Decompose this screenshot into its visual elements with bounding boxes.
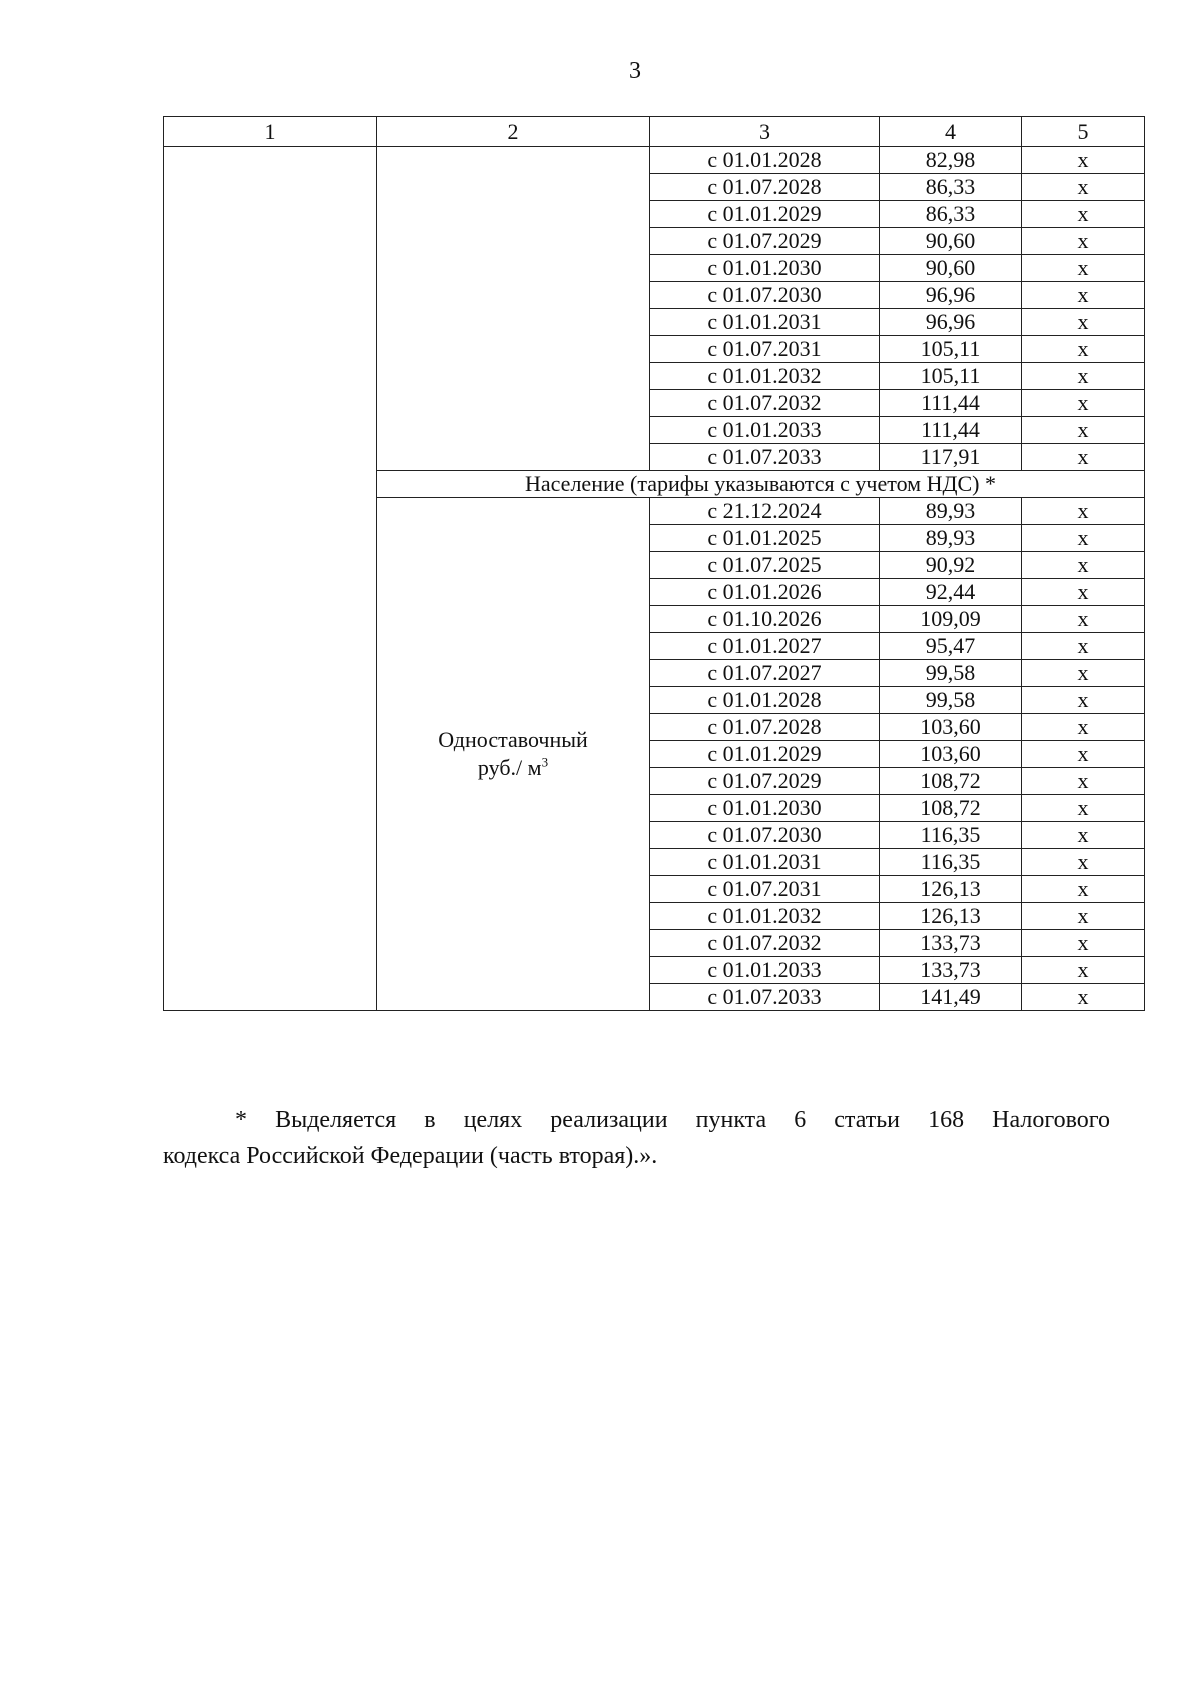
value-cell: 86,33: [880, 174, 1022, 201]
column-number-3: 3: [650, 117, 880, 147]
mark-cell: х: [1022, 714, 1145, 741]
column-number-1: 1: [164, 117, 377, 147]
mark-cell: х: [1022, 228, 1145, 255]
value-cell: 126,13: [880, 903, 1022, 930]
mark-cell: х: [1022, 633, 1145, 660]
mark-cell: х: [1022, 336, 1145, 363]
mark-cell: х: [1022, 957, 1145, 984]
date-cell: с 01.01.2030: [650, 255, 880, 282]
value-cell: 109,09: [880, 606, 1022, 633]
category-cell: [164, 147, 377, 1011]
value-cell: 116,35: [880, 822, 1022, 849]
table-header-row: [164, 117, 1145, 147]
column-number-5: 5: [1022, 117, 1145, 147]
unit-text: руб./ м: [477, 755, 542, 780]
value-cell: 141,49: [880, 984, 1022, 1011]
tariff-unit: [377, 754, 649, 782]
page-number: 3: [629, 58, 641, 84]
date-cell: с 21.12.2024: [650, 498, 880, 525]
footnote-line-2: кодекса Российской Федерации (часть вторая).».: [163, 1143, 658, 1169]
column-number-2: 2: [377, 117, 650, 147]
footnote-line-1: * Выделяется в целях реализации пункта 6 статьи 168 Налогового: [235, 1107, 1110, 1133]
value-cell: 96,96: [880, 282, 1022, 309]
value-cell: 95,47: [880, 633, 1022, 660]
date-cell: с 01.07.2031: [650, 876, 880, 903]
date-cell: с 01.07.2025: [650, 552, 880, 579]
date-cell: с 01.07.2032: [650, 930, 880, 957]
value-cell: 90,60: [880, 228, 1022, 255]
table-row: [164, 147, 1145, 174]
date-cell: с 01.01.2031: [650, 309, 880, 336]
date-cell: с 01.07.2030: [650, 282, 880, 309]
value-cell: 108,72: [880, 768, 1022, 795]
date-cell: с 01.01.2028: [650, 147, 880, 174]
tariff-type-cell: [377, 147, 650, 471]
date-cell: с 01.07.2032: [650, 390, 880, 417]
date-cell: с 01.01.2025: [650, 525, 880, 552]
mark-cell: х: [1022, 255, 1145, 282]
date-cell: с 01.01.2033: [650, 417, 880, 444]
mark-cell: х: [1022, 498, 1145, 525]
mark-cell: х: [1022, 822, 1145, 849]
value-cell: 86,33: [880, 201, 1022, 228]
mark-cell: х: [1022, 390, 1145, 417]
date-cell: с 01.01.2031: [650, 849, 880, 876]
mark-cell: х: [1022, 849, 1145, 876]
value-cell: 90,92: [880, 552, 1022, 579]
footnote: [163, 1102, 1110, 1174]
mark-cell: х: [1022, 201, 1145, 228]
column-number-4: 4: [880, 117, 1022, 147]
value-cell: 133,73: [880, 930, 1022, 957]
value-cell: 105,11: [880, 363, 1022, 390]
date-cell: с 01.01.2029: [650, 741, 880, 768]
date-cell: с 01.01.2032: [650, 363, 880, 390]
value-cell: 103,60: [880, 741, 1022, 768]
mark-cell: х: [1022, 984, 1145, 1011]
mark-cell: х: [1022, 741, 1145, 768]
mark-cell: х: [1022, 363, 1145, 390]
date-cell: с 01.07.2027: [650, 660, 880, 687]
mark-cell: х: [1022, 525, 1145, 552]
mark-cell: х: [1022, 174, 1145, 201]
mark-cell: х: [1022, 930, 1145, 957]
value-cell: 126,13: [880, 876, 1022, 903]
value-cell: 108,72: [880, 795, 1022, 822]
value-cell: 99,58: [880, 687, 1022, 714]
mark-cell: х: [1022, 417, 1145, 444]
value-cell: 111,44: [880, 417, 1022, 444]
date-cell: с 01.01.2027: [650, 633, 880, 660]
date-cell: с 01.07.2029: [650, 228, 880, 255]
date-cell: с 01.07.2029: [650, 768, 880, 795]
date-cell: с 01.01.2028: [650, 687, 880, 714]
value-cell: 99,58: [880, 660, 1022, 687]
tariff-type-cell: [377, 498, 650, 1011]
value-cell: 82,98: [880, 147, 1022, 174]
mark-cell: х: [1022, 579, 1145, 606]
mark-cell: х: [1022, 660, 1145, 687]
value-cell: 111,44: [880, 390, 1022, 417]
value-cell: 133,73: [880, 957, 1022, 984]
date-cell: с 01.01.2032: [650, 903, 880, 930]
value-cell: 96,96: [880, 309, 1022, 336]
mark-cell: х: [1022, 768, 1145, 795]
mark-cell: х: [1022, 903, 1145, 930]
date-cell: с 01.07.2028: [650, 714, 880, 741]
mark-cell: х: [1022, 795, 1145, 822]
date-cell: с 01.01.2026: [650, 579, 880, 606]
tariff-type: Одноставочный: [438, 727, 588, 752]
mark-cell: х: [1022, 552, 1145, 579]
value-cell: 89,93: [880, 525, 1022, 552]
date-cell: с 01.07.2033: [650, 984, 880, 1011]
date-cell: с 01.01.2030: [650, 795, 880, 822]
value-cell: 117,91: [880, 444, 1022, 471]
date-cell: с 01.01.2033: [650, 957, 880, 984]
date-cell: с 01.07.2030: [650, 822, 880, 849]
mark-cell: х: [1022, 606, 1145, 633]
mark-cell: х: [1022, 147, 1145, 174]
value-cell: 89,93: [880, 498, 1022, 525]
unit-superscript: 3: [541, 754, 549, 770]
date-cell: с 01.07.2033: [650, 444, 880, 471]
value-cell: 103,60: [880, 714, 1022, 741]
mark-cell: х: [1022, 444, 1145, 471]
section-label: Население (тарифы указываются с учетом НДС) *: [377, 471, 1145, 498]
mark-cell: х: [1022, 309, 1145, 336]
tariff-table: [163, 116, 1145, 1011]
value-cell: 90,60: [880, 255, 1022, 282]
mark-cell: х: [1022, 876, 1145, 903]
date-cell: с 01.01.2029: [650, 201, 880, 228]
mark-cell: х: [1022, 687, 1145, 714]
date-cell: с 01.07.2028: [650, 174, 880, 201]
date-cell: с 01.07.2031: [650, 336, 880, 363]
value-cell: 116,35: [880, 849, 1022, 876]
date-cell: с 01.10.2026: [650, 606, 880, 633]
value-cell: 92,44: [880, 579, 1022, 606]
mark-cell: х: [1022, 282, 1145, 309]
value-cell: 105,11: [880, 336, 1022, 363]
